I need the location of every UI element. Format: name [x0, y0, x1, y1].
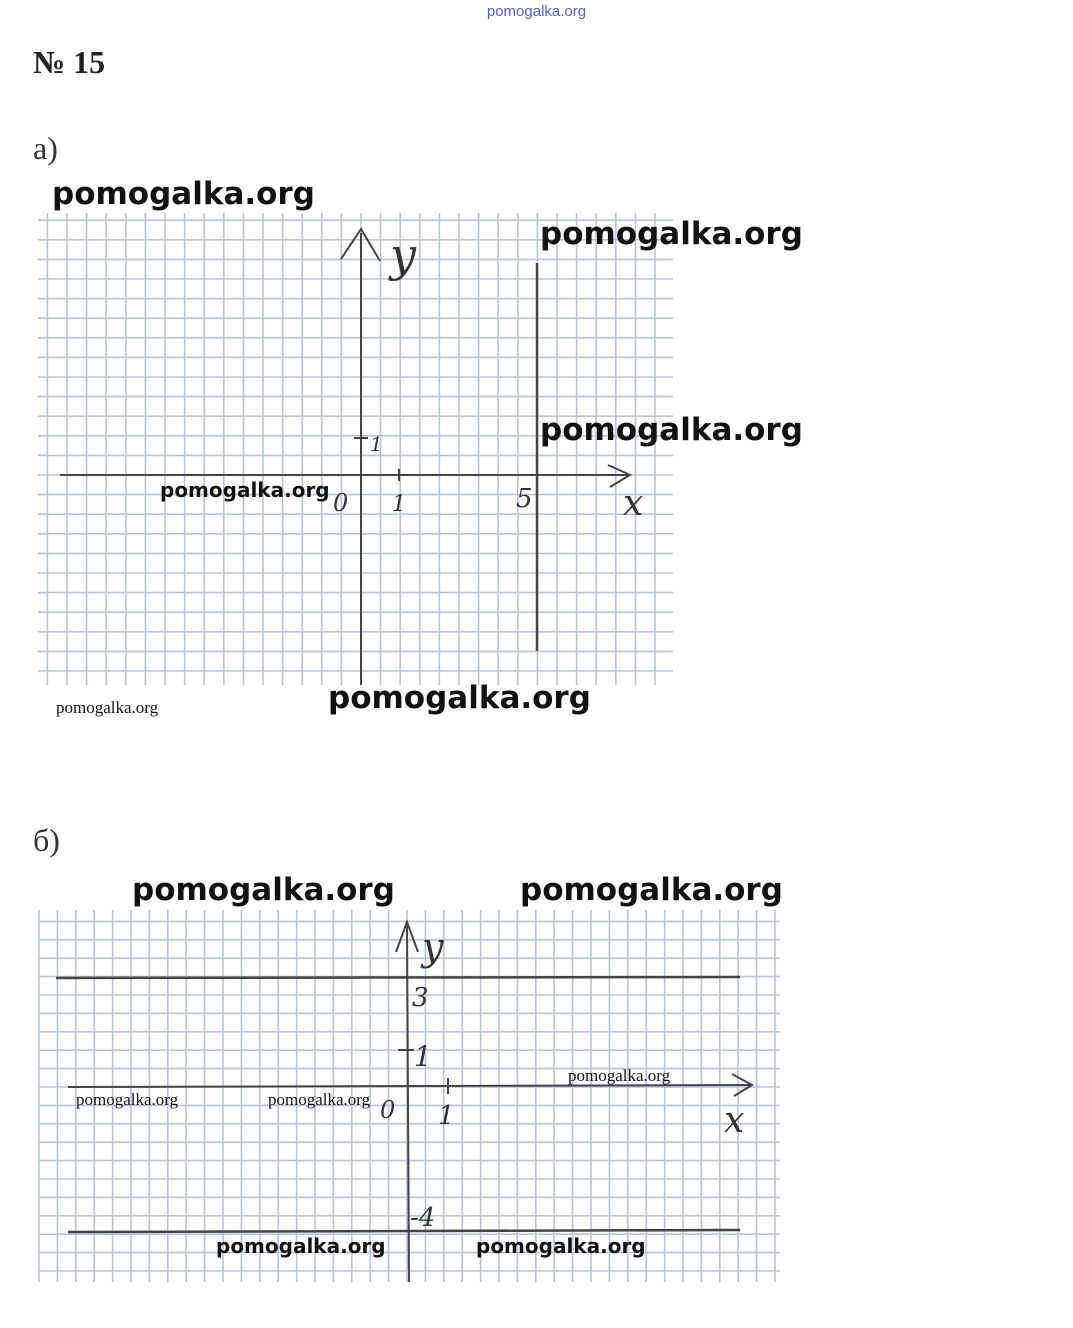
watermark-a-top-right: pomogalka.org	[540, 216, 803, 252]
problem-title: № 15	[33, 44, 106, 80]
watermark-b-bottom-left: pomogalka.org	[216, 1234, 386, 1258]
x-tick-label-b: 1	[438, 1101, 455, 1131]
part-b-label: б)	[33, 822, 60, 858]
x-tick-label-a: 1	[392, 492, 406, 517]
y-tick-label-a: 1	[370, 432, 383, 456]
axis-y-label-a: y	[390, 228, 416, 282]
horizontal-line-y-4	[68, 1230, 740, 1232]
graph-a	[38, 213, 673, 685]
axis-x-label-a: x	[623, 483, 644, 524]
origin-label-b: 0	[380, 1096, 396, 1124]
watermark-a-top-left: pomogalka.org	[52, 176, 315, 212]
watermark-b-axis-left: pomogalka.org	[76, 1090, 179, 1109]
watermark-b-bottom-right: pomogalka.org	[476, 1234, 646, 1258]
part-a-label: а)	[33, 130, 58, 166]
axis-x-label-b: x	[724, 1100, 745, 1141]
watermark-a-bottom-center: pomogalka.org	[328, 680, 591, 716]
watermark-b-axis-center: pomogalka.org	[268, 1090, 371, 1109]
line-label-a: 5	[516, 484, 533, 514]
watermark-a-axis-left: pomogalka.org	[160, 478, 330, 502]
lower-line-label-b: -4	[410, 1203, 436, 1233]
header-watermark: pomogalka.org	[486, 3, 587, 20]
axis-y-label-b: y	[422, 925, 444, 969]
upper-line-label-b: 3	[412, 983, 429, 1013]
watermark-b-top-right: pomogalka.org	[520, 872, 783, 908]
horizontal-line-y3	[56, 977, 740, 978]
grid-a	[38, 213, 673, 685]
watermark-b-axis-right: pomogalka.org	[568, 1066, 671, 1085]
y-tick-label-b: 1	[414, 1040, 432, 1073]
watermark-b-top-left: pomogalka.org	[132, 872, 395, 908]
origin-label-a: 0	[333, 489, 349, 517]
watermark-a-bottom-left: pomogalka.org	[56, 698, 159, 717]
watermark-a-mid-right: pomogalka.org	[540, 412, 803, 448]
